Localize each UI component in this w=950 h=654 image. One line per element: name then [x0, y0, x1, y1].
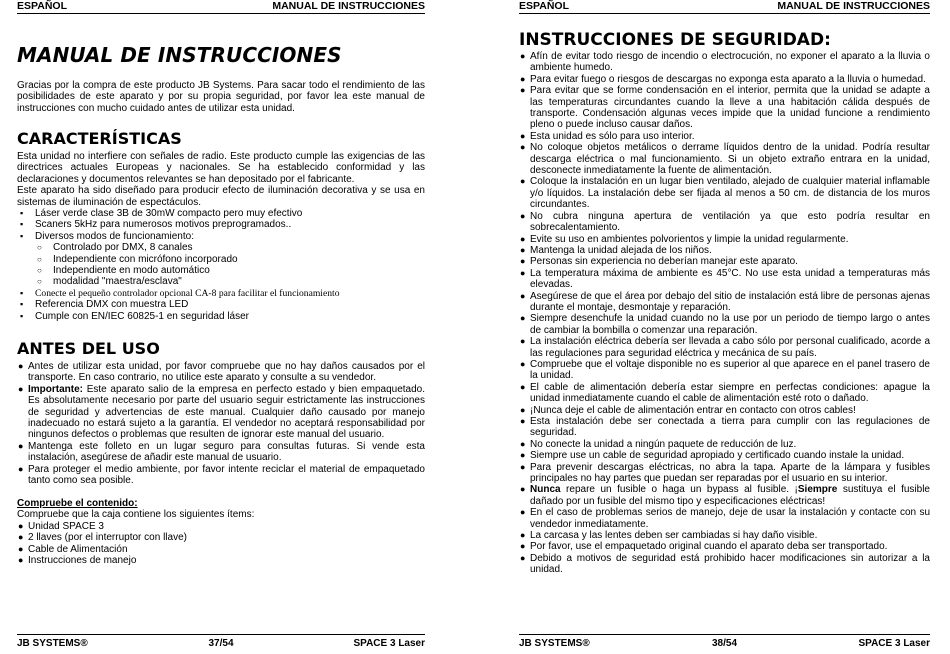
bullet-icon: ● [520, 541, 526, 552]
list-item: ▪ Conecte el pequeño controlador opcional CA-8 para facilitar el funcionamiento [20, 287, 340, 299]
contents-section [17, 498, 425, 566]
list-item: ● No cubra ninguna apertura de ventilación ya que esto podría resultar en sobrecalentamiento. [520, 210, 930, 234]
list-item: ● Mantenga la unidad alejada de los niños. [520, 244, 712, 256]
list-item: ● Esta unidad es sólo para uso interior. [520, 130, 695, 142]
bullet-icon: ● [18, 463, 24, 474]
bullet-icon: ● [18, 555, 24, 566]
bullet-icon: ● [520, 73, 526, 84]
bullet-icon: ● [520, 336, 526, 347]
list-item: ● La temperatura máxima de ambiente es 45°C. No use esta unidad a temperaturas más elevadas. [520, 267, 930, 291]
bullet-icon: ● [520, 552, 526, 563]
bullet-icon: ● [520, 233, 526, 244]
list-item: ● Siempre use un cable de seguridad apropiado y certificado cuando instale la unidad. [520, 450, 905, 462]
list-item: ● 2 llaves (por el interruptor con llave) [18, 532, 187, 544]
list-item: ● No coloque objetos metálicos o derrame líquidos dentro de la unidad. Podría resultar descarga eléctrica o mal funcionamiento. Si un objeto extraño entrara en la unidad, desconecte inmediatamente la fuente de alimentación. [520, 142, 930, 177]
mode-sublist [17, 242, 425, 288]
features-list-2 [17, 288, 425, 322]
features-list [17, 208, 425, 242]
features-heading: CARACTERÍSTICAS [17, 129, 182, 148]
contents-list [17, 521, 425, 567]
bullet-icon: ● [520, 358, 526, 369]
list-item: ● La instalación eléctrica debería ser llevada a cabo sólo por personal cualificado, acorde a las regulaciones para seguridad eléctrica y mecánica de su país. [520, 336, 930, 359]
bullet-icon: ● [520, 404, 526, 415]
footer-model: SPACE 3 Laser [353, 638, 425, 649]
square-bullet-icon: ▪ [20, 208, 24, 219]
list-item: ▪ Scaners 5kHz para numerosos motivos preprogramados.. [20, 219, 292, 231]
right-page [519, 0, 930, 654]
list-item: ● El cable de alimentación debería estar siempre en perfectas condiciones: apague la unidad inmediatamente cuando el cable de alimentación esté roto o dañado. [520, 381, 930, 405]
bullet-icon: ● [520, 244, 526, 255]
list-item: ○ Independiente en modo automático [37, 265, 210, 277]
before-use-list [17, 361, 425, 486]
contents-intro: Compruebe que la caja contiene los siguientes ítems: [17, 509, 255, 521]
list-item: ▪ Cumple con EN/IEC 60825-1 en seguridad láser [20, 310, 250, 322]
list-item: ● Mantenga este folleto en un lugar seguro para consultas futuras. Si vende esta instalación, asegúrese de añadir este manual de usuario. [18, 440, 425, 464]
header-language: ESPAÑOL [17, 0, 67, 12]
safety-heading: INSTRUCCIONES DE SEGURIDAD: [519, 30, 831, 50]
bullet-icon: ● [520, 507, 526, 518]
page-header [17, 0, 425, 14]
bullet-icon: ● [520, 461, 526, 472]
intro-paragraph: Gracias por la compra de este producto JB Systems. Para sacar todo el rendimiento de las posibilidades de este aparato y por su propia seguridad, por favor lea este manual de instrucciones con mucho cuidado antes de utilizar esta unidad. [17, 80, 425, 114]
bullet-icon: ● [520, 51, 526, 61]
before-use-heading: ANTES DEL USO [17, 339, 160, 358]
bullet-icon: ● [520, 484, 526, 495]
bullet-icon: ● [520, 313, 526, 324]
list-item: ● Esta instalación debe ser conectada a tierra para cumplir con las regulaciones de seguridad. [520, 416, 930, 439]
list-item: ● Compruebe que el voltaje disponible no es superior al que aparece en el panel trasero de la unidad. [520, 358, 930, 382]
list-item: ● No conecte la unidad a ningún paquete de reducción de luz. [520, 438, 797, 450]
bullet-icon: ● [520, 416, 526, 426]
list-item: ○ modalidad "maestra/esclava" [37, 276, 182, 288]
circle-bullet-icon: ○ [37, 266, 42, 276]
square-bullet-icon: ▪ [20, 310, 24, 321]
list-item: ● La carcasa y las lentes deben ser cambiadas si hay daño visible. [520, 530, 818, 542]
list-item: ● Unidad SPACE 3 [18, 520, 104, 532]
bullet-icon: ● [520, 450, 526, 461]
list-item: ● Para prevenir descargas eléctricas, no abra la tapa. Aparte de la lámpara y fusibles principales no hay partes que puedan ser reparadas por el usuario en su interior. [520, 461, 930, 485]
bullet-icon: ● [520, 85, 526, 96]
footer-brand: JB SYSTEMS® [17, 638, 88, 649]
list-item: ● Para evitar fuego o riesgos de descargas no exponga esta aparato a la lluvia o humedad. [520, 73, 926, 85]
list-item: ○ Independiente con micrófono incorporado [37, 253, 238, 265]
list-item: ● Asegúrese de que el área por debajo del sitio de instalación está libre de personas ajenas durante el montaje, desmontaje y reparación. [520, 290, 930, 313]
bullet-icon: ● [520, 530, 526, 541]
bullet-icon: ● [18, 361, 24, 371]
bullet-icon: ● [520, 176, 526, 187]
contents-heading: Compruebe el contenido: [17, 498, 138, 509]
left-page [17, 0, 425, 654]
list-item: ● Cable de Alimentación [18, 543, 128, 555]
header-title: MANUAL DE INSTRUCCIONES [777, 0, 930, 12]
bullet-icon: ● [520, 381, 526, 392]
list-item: ● Nunca repare un fusible o haga un bypass al fusible. ¡Siempre sustituya el fusible dañado por un fusible del mismo tipo y especificaciones eléctricas! [520, 484, 930, 507]
bullet-icon: ● [520, 210, 526, 221]
bullet-icon: ● [520, 142, 526, 153]
header-title: MANUAL DE INSTRUCCIONES [272, 0, 425, 12]
bullet-icon: ● [18, 440, 24, 451]
bullet-icon: ● [18, 543, 24, 554]
page-footer [17, 634, 425, 649]
circle-bullet-icon: ○ [37, 243, 42, 253]
features-paragraph-2: Este aparato ha sido diseñado para producir efecto de iluminación decorativa y se usa en sistemas de iluminación de espectáculos. [17, 185, 425, 208]
circle-bullet-icon: ○ [37, 254, 42, 264]
list-item: ● Evite su uso en ambientes polvorientos y limpie la unidad regularmente. [520, 233, 849, 245]
page-number: 38/54 [711, 638, 738, 649]
bullet-icon: ● [18, 532, 24, 543]
list-item: ● Personas sin experiencia no deberían manejar este aparato. [520, 256, 798, 268]
list-item: ● Coloque la instalación en un lugar bien ventilado, alejado de cualquier material inflamable y/o líquidos. La instalación debe ser fijada al menos a 50 cm. de distancia de los muros circundantes. [520, 176, 930, 211]
list-item: ● ¡Nunca deje el cable de alimentación entrar en contacto con otros cables! [520, 404, 856, 416]
bullet-icon: ● [520, 290, 526, 301]
list-item: ● Por favor, use el empaquetado original cuando el aparato deba ser transportado. [520, 541, 888, 553]
bullet-icon: ● [18, 383, 24, 394]
square-bullet-icon: ▪ [20, 219, 24, 230]
square-bullet-icon: ▪ [20, 230, 24, 241]
square-bullet-icon: ▪ [20, 299, 24, 310]
bullet-icon: ● [520, 130, 526, 141]
circle-bullet-icon: ○ [37, 277, 42, 287]
list-item: ● Debido a motivos de seguridad está prohibido hacer modificaciones sin autorizar a la unidad. [520, 552, 930, 576]
list-item: ● En el caso de problemas serios de manejo, deje de usar la instalación y contacte con su vendedor inmediatamente. [520, 507, 930, 530]
manual-title: MANUAL DE INSTRUCCIONES [17, 43, 342, 67]
page-footer [519, 634, 930, 649]
list-item: ● Para evitar que se forme condensación en el interior, permita que la unidad se adapte a las temperaturas circundantes cuando la lleve a una habitación cálida después de transporte. Condensación algunas veces impide que la unidad funcione a rendimiento pleno o puede incluso causar daños. [520, 85, 930, 131]
list-item: ▪ Referencia DMX con muestra LED [20, 299, 189, 311]
list-item: ▪ Láser verde clase 3B de 30mW compacto pero muy efectivo [20, 208, 303, 220]
footer-brand: JB SYSTEMS® [519, 638, 590, 649]
list-item: ● Antes de utilizar esta unidad, por favor compruebe que no hay daños causados por el transporte. En caso contrario, no utilice este aparato y consulte a su vendedor. [18, 361, 425, 384]
list-item: ● Instrucciones de manejo [18, 555, 137, 567]
list-item: ▪ Diversos modos de funcionamiento: [20, 230, 194, 242]
features-paragraph-1: Esta unidad no interfiere con señales de radio. Este producto cumple las exigencias de las directrices actuales Europeas y nacionales. Se ha establecido conformidad y las declaraciones y documentos relevantes se han depositado por el fabricante. [17, 151, 425, 185]
bullet-icon: ● [520, 267, 526, 278]
list-item: ● Afín de evitar todo riesgo de incendio o electrocución, no exponer el aparato a la lluvia o ambiente humedo. [520, 51, 930, 74]
list-item: ● Para proteger el medio ambiente, por favor intente reciclar el material de empaquetado tanto como sea posible. [18, 463, 425, 487]
list-item: ● Siempre desenchufe la unidad cuando no la use por un periodo de tiempo largo o antes de cambiar la bombilla o comenzar una reparación. [520, 313, 930, 336]
header-language: ESPAÑOL [519, 0, 569, 12]
square-bullet-icon: ▪ [20, 287, 24, 298]
list-item: ● Importante: Este aparato salio de la empresa en perfecto estado y bien empaquetado. Es absolutamente necesario por parte del usuario seguir estrictamente las instrucciones de seguridad y advertencias de este manual. Cualquier daño causado por manejo inadecuado no estará sujeto a la garantía. El vendedor no aceptará responsabilidad por ningunos defectos o problemas que resulten de ignorar este manual del usuario. [18, 383, 425, 441]
list-item: ○ Controlado por DMX, 8 canales [37, 242, 193, 254]
bullet-icon: ● [520, 256, 526, 267]
bullet-icon: ● [520, 438, 526, 449]
bullet-icon: ● [18, 520, 24, 531]
features-section [17, 151, 425, 322]
page-header [519, 0, 930, 14]
safety-list [519, 51, 930, 576]
footer-model: SPACE 3 Laser [858, 638, 930, 649]
page-number: 37/54 [208, 638, 234, 649]
